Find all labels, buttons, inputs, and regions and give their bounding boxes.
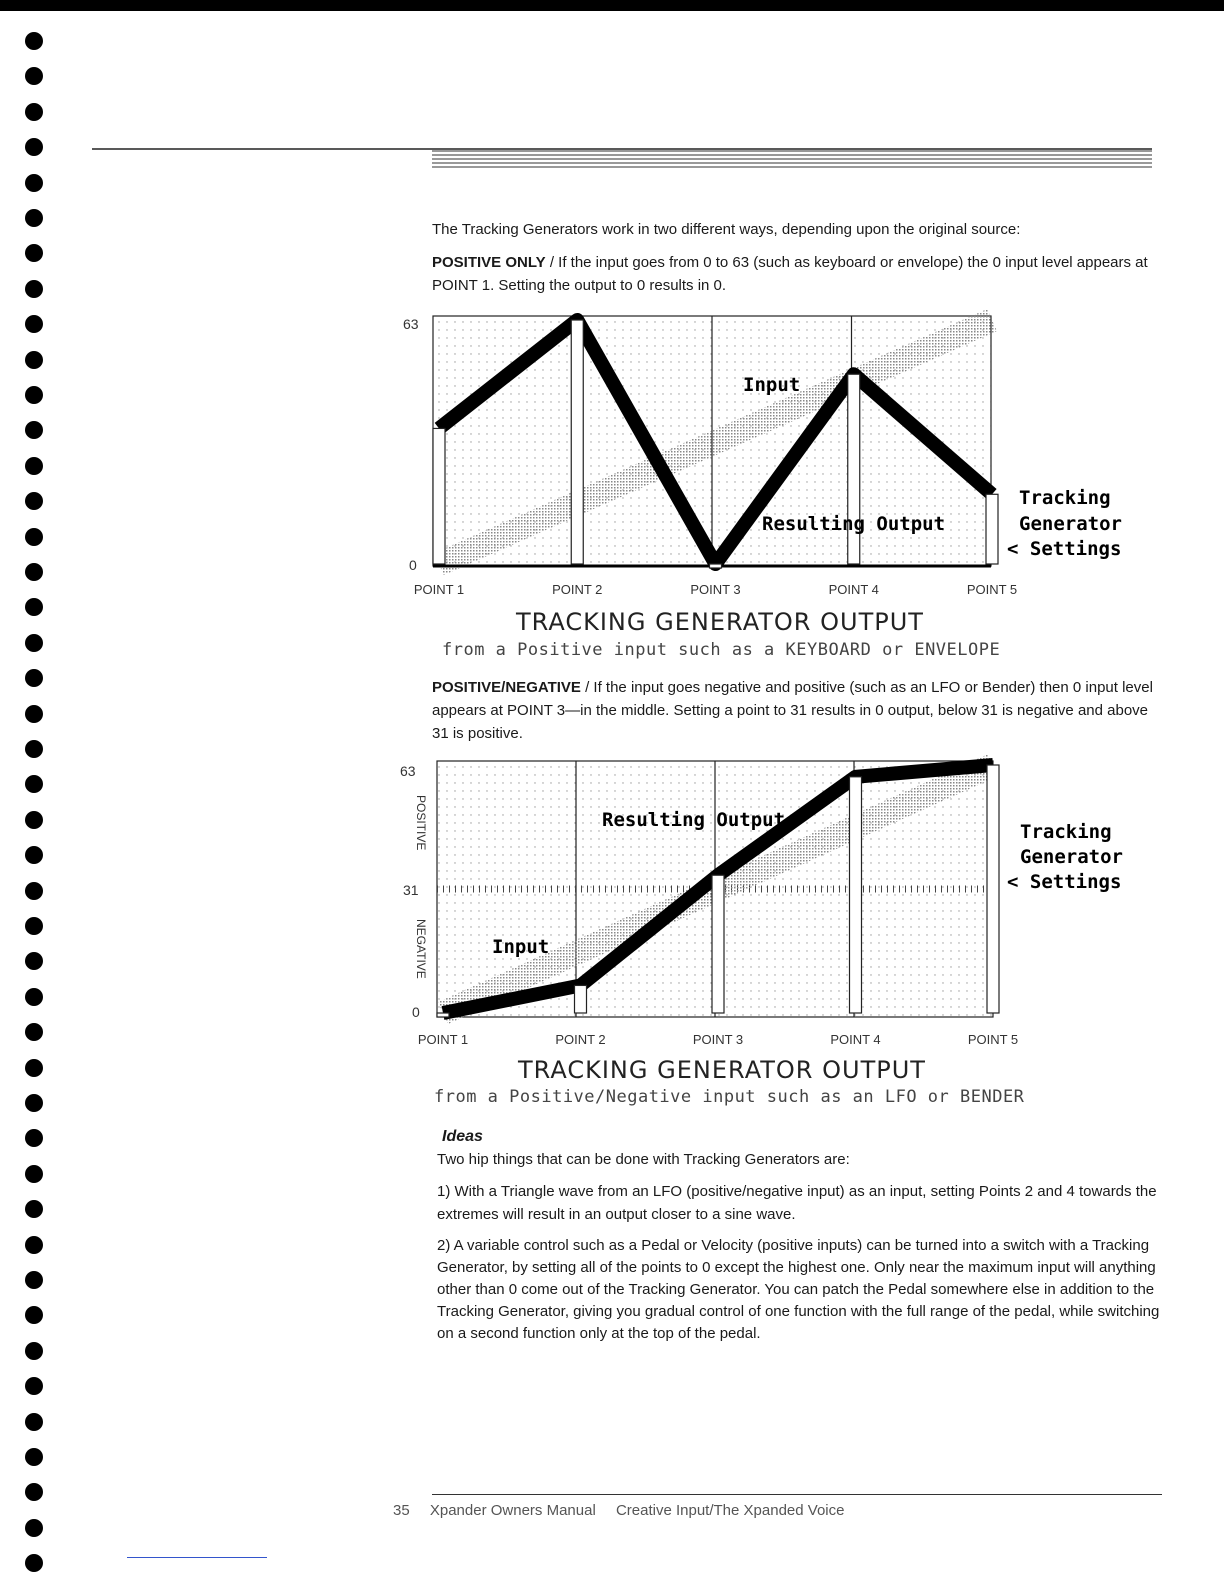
side-label-negative: NEGATIVE [414, 919, 428, 979]
scan-artifact-line [127, 1557, 267, 1558]
binder-hole [25, 1554, 43, 1572]
ideas-item-2: 2) A variable control such as a Pedal or Velocity (positive inputs) can be turned into a switch with a Tracking Generator, by setting all of the points to 0 except the highest one. Only near the maximum input will anything other than 0 come out of the Tracking Generator. You can patch the Pedal somewhere else in addition to the Tracking Generator, giving you gradual control of one function with the full range of the pedal, while switching on a second function only at the top of the pedal. [437, 1237, 1160, 1342]
section-title: Creative Input/The Xpanded Voice [615, 1502, 845, 1519]
side-label-positive: POSITIVE [414, 795, 428, 851]
x-tick-label: POINT 4 [830, 1032, 881, 1047]
binder-hole [25, 1059, 43, 1077]
x-tick-label: POINT 3 [690, 582, 741, 597]
positive-negative-paragraph [432, 676, 1162, 745]
annotation-tracking: Tracking [1019, 487, 1111, 509]
binder-hole [25, 315, 43, 333]
point-setting-slider [848, 374, 860, 564]
x-tick-label: POINT 5 [967, 1032, 1019, 1047]
binder-hole [25, 563, 43, 581]
x-tick-label: POINT 4 [828, 582, 879, 597]
y-tick-mid: 31 [403, 882, 419, 898]
annotation-resulting-output: Resulting Output [602, 809, 786, 831]
chart-positive-only [395, 310, 1155, 605]
binder-hole [25, 209, 43, 227]
binder-hole [25, 421, 43, 439]
point-setting-slider [437, 1013, 449, 1017]
y-tick-bottom: 0 [409, 557, 417, 573]
positive-only-paragraph [432, 251, 1162, 297]
point-setting-slider [575, 985, 587, 1013]
binder-hole [25, 1271, 43, 1289]
top-edge-bar [0, 0, 1224, 11]
binder-hole [25, 138, 43, 156]
annotation-generator: Generator [1019, 513, 1122, 535]
positive-negative-heading: POSITIVE/NEGATIVE [432, 679, 581, 696]
binder-holes [0, 0, 40, 1584]
binder-hole [25, 1129, 43, 1147]
x-tick-label: POINT 5 [966, 582, 1018, 597]
point-setting-slider [712, 875, 724, 1013]
binder-hole [25, 492, 43, 510]
binder-hole [25, 174, 43, 192]
binder-hole [25, 988, 43, 1006]
intro-paragraph: The Tracking Generators work in two different ways, depending upon the original source: [432, 221, 1021, 238]
ideas-heading: Ideas [442, 1128, 483, 1145]
annotation-input: Input [492, 936, 550, 958]
binder-hole [25, 1023, 43, 1041]
binder-hole [25, 1236, 43, 1254]
binder-hole [25, 882, 43, 900]
manual-title: Xpander Owners Manual [429, 1502, 596, 1519]
binder-hole [25, 386, 43, 404]
x-tick-label: POINT 3 [692, 1032, 744, 1047]
binder-hole [25, 846, 43, 864]
x-tick-label: POINT 2 [555, 1032, 606, 1047]
y-tick-top: 63 [400, 763, 416, 779]
binder-hole [25, 1342, 43, 1360]
binder-hole [25, 669, 43, 687]
binder-hole [25, 917, 43, 935]
binder-hole [25, 1519, 43, 1537]
binder-hole [25, 67, 43, 85]
x-tick-label: POINT 2 [552, 582, 603, 597]
binder-hole [25, 775, 43, 793]
binder-hole [25, 244, 43, 262]
binder-hole [25, 280, 43, 298]
y-tick-bottom: 0 [412, 1004, 420, 1020]
annotation-tracking: Tracking [1020, 821, 1112, 843]
ideas-lead: Two hip things that can be done with Tracking Generators are: [437, 1151, 850, 1168]
binder-hole [25, 1200, 43, 1218]
annotation-input: Input [743, 374, 801, 396]
binder-hole [25, 811, 43, 829]
binder-hole [25, 1094, 43, 1112]
annotation-settings: < Settings [1007, 538, 1122, 560]
y-tick-top: 63 [403, 316, 419, 332]
header-rule [92, 148, 1162, 178]
point-setting-slider [433, 428, 445, 564]
binder-hole [25, 351, 43, 369]
chart1-subtitle: from a Positive input such as a KEYBOARD or ENVELOPE [442, 640, 1001, 660]
page-number: 35 [393, 1502, 410, 1519]
annotation-generator: Generator [1020, 846, 1123, 868]
binder-hole [25, 457, 43, 475]
binder-hole [25, 705, 43, 723]
point-setting-slider [710, 564, 722, 568]
chart2-subtitle: from a Positive/Negative input such as an LFO or BENDER [434, 1087, 1025, 1107]
chart2-title: TRACKING GENERATOR OUTPUT [518, 1056, 926, 1084]
positive-only-heading: POSITIVE ONLY [432, 254, 546, 271]
binder-hole [25, 103, 43, 121]
binder-hole [25, 32, 43, 50]
footer-rule [432, 1494, 1162, 1495]
positive-only-text: / If the input goes from 0 to 63 (such as keyboard or envelope) the 0 input level appears at POINT 1. Setting the output to 0 results in 0. [432, 254, 1148, 294]
binder-hole [25, 740, 43, 758]
binder-hole [25, 528, 43, 546]
binder-hole [25, 1448, 43, 1466]
ideas-item-1: 1) With a Triangle wave from an LFO (positive/negative input) as an input, setting Points 2 and 4 towards the extremes will result in an output closer to a sine wave. [437, 1183, 1157, 1223]
positive-negative-text: / If the input goes negative and positive (such as an LFO or Bender) then 0 input level appears at POINT 3—in the middle. Setting a point to 31 results in 0 output, below 31 is negative and above 31 is positive. [432, 679, 1153, 742]
binder-hole [25, 1306, 43, 1324]
x-tick-label: POINT 1 [417, 1032, 469, 1047]
binder-hole [25, 634, 43, 652]
binder-hole [25, 1377, 43, 1395]
x-tick-label: POINT 1 [413, 582, 465, 597]
annotation-settings: < Settings [1007, 871, 1122, 893]
binder-hole [25, 952, 43, 970]
point-setting-slider [987, 765, 999, 1013]
point-setting-slider [571, 320, 583, 564]
binder-hole [25, 598, 43, 616]
binder-hole [25, 1165, 43, 1183]
chart-positive-negative [395, 755, 1155, 1055]
chart1-title: TRACKING GENERATOR OUTPUT [516, 608, 924, 636]
binder-hole [25, 1483, 43, 1501]
binder-hole [25, 1413, 43, 1431]
point-setting-slider [850, 777, 862, 1013]
annotation-resulting-output: Resulting Output [762, 513, 946, 535]
point-setting-slider [986, 494, 998, 564]
page-footer [393, 1502, 860, 1519]
